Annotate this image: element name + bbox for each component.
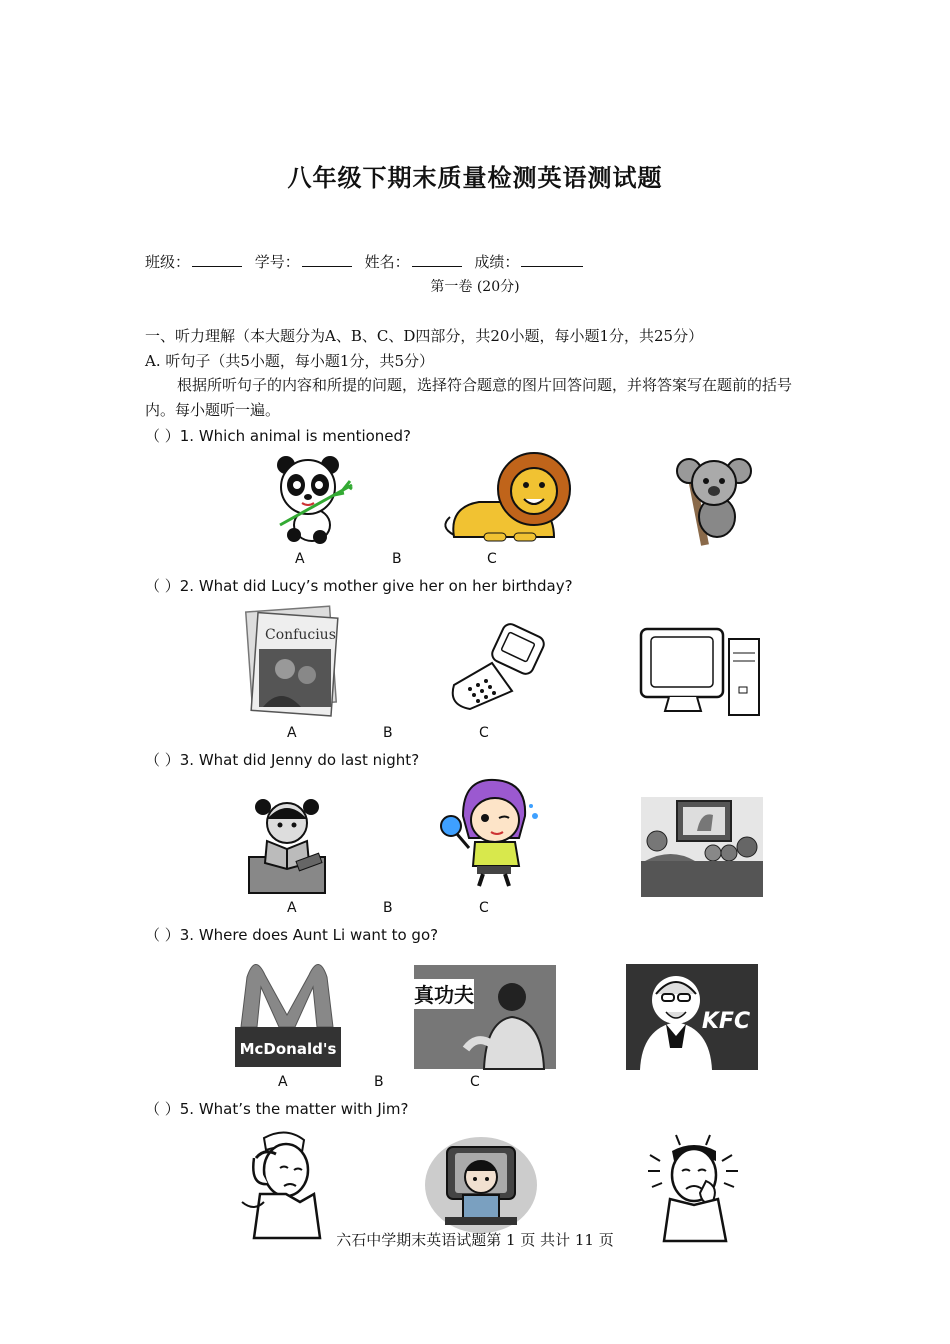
student-info-line xyxy=(145,251,591,272)
q2-option-c: C xyxy=(479,725,489,741)
toothache-icon xyxy=(646,1131,744,1241)
lion-icon xyxy=(444,447,566,545)
question-1: （ ）1. Which animal is mentioned? xyxy=(145,427,412,445)
part-heading: 第一卷 (20分) xyxy=(430,279,520,295)
section-heading: 一、听力理解（本大题分为A、B、C、D四部分，共20小题，每小题1分，共25分） xyxy=(145,327,704,345)
ice-cream-girl-icon xyxy=(433,776,543,890)
q4-option-a: A xyxy=(278,1074,288,1090)
mobile-phone-icon xyxy=(446,627,544,711)
mcdonalds-logo xyxy=(233,955,343,1069)
question-4: （ ）3. Where does Aunt Li want to go? xyxy=(145,926,439,944)
q2-option-b: B xyxy=(383,725,393,741)
book-title-text: Confucius xyxy=(265,627,336,643)
q4-option-c: C xyxy=(470,1074,480,1090)
score-blank[interactable] xyxy=(521,252,583,267)
class-blank[interactable] xyxy=(192,252,242,267)
q4-option-b: B xyxy=(374,1074,384,1090)
instruction-paragraph: 根据所听句子的内容和所提的问题，选择符合题意的图片回答问题，并将答案写在题前的括号内。每小题听一遍。 xyxy=(145,376,793,419)
zhengongfu-text: 真功夫 xyxy=(414,983,474,1007)
q1-option-a: A xyxy=(295,551,305,567)
page-title: 八年级下期末质量检测英语测试题 xyxy=(287,164,663,192)
question-5: （ ）5. What’s the matter with Jim? xyxy=(145,1100,409,1118)
koala-icon xyxy=(673,453,751,545)
watching-tv-icon xyxy=(641,797,763,897)
question-2: （ ）2. What did Lucy’s mother give her on her birthday? xyxy=(145,577,573,595)
kfc-logo xyxy=(626,964,758,1070)
q2-option-a: A xyxy=(287,725,297,741)
mcdonalds-text: McDonald's xyxy=(239,1040,337,1058)
part-a-heading: A. 听句子（共5小题，每小题1分，共5分） xyxy=(145,352,435,370)
q3-option-b: B xyxy=(383,900,393,916)
sick-boy-tv-icon xyxy=(425,1137,537,1233)
panda-icon xyxy=(272,455,354,543)
q3-option-a: A xyxy=(287,900,297,916)
score-label: 成绩： xyxy=(474,253,520,271)
q1-option-c: C xyxy=(487,551,497,567)
question-3: （ ）3. What did Jenny do last night? xyxy=(145,751,420,769)
name-blank[interactable] xyxy=(412,252,462,267)
headache-icon xyxy=(240,1128,332,1240)
zhengongfu-logo xyxy=(414,965,556,1069)
q3-option-c: C xyxy=(479,900,489,916)
book-icon xyxy=(241,605,341,717)
q1-option-b: B xyxy=(392,551,402,567)
id-blank[interactable] xyxy=(302,252,352,267)
class-label: 班级： xyxy=(145,253,191,271)
name-label: 姓名： xyxy=(364,253,410,271)
computer-icon xyxy=(639,625,763,719)
kfc-text: KFC xyxy=(701,1009,751,1034)
page-footer: 六石中学期末英语试题第 1 页 共计 11 页 xyxy=(336,1231,614,1249)
reading-girl-icon xyxy=(247,797,327,897)
id-label: 学号： xyxy=(254,253,300,271)
